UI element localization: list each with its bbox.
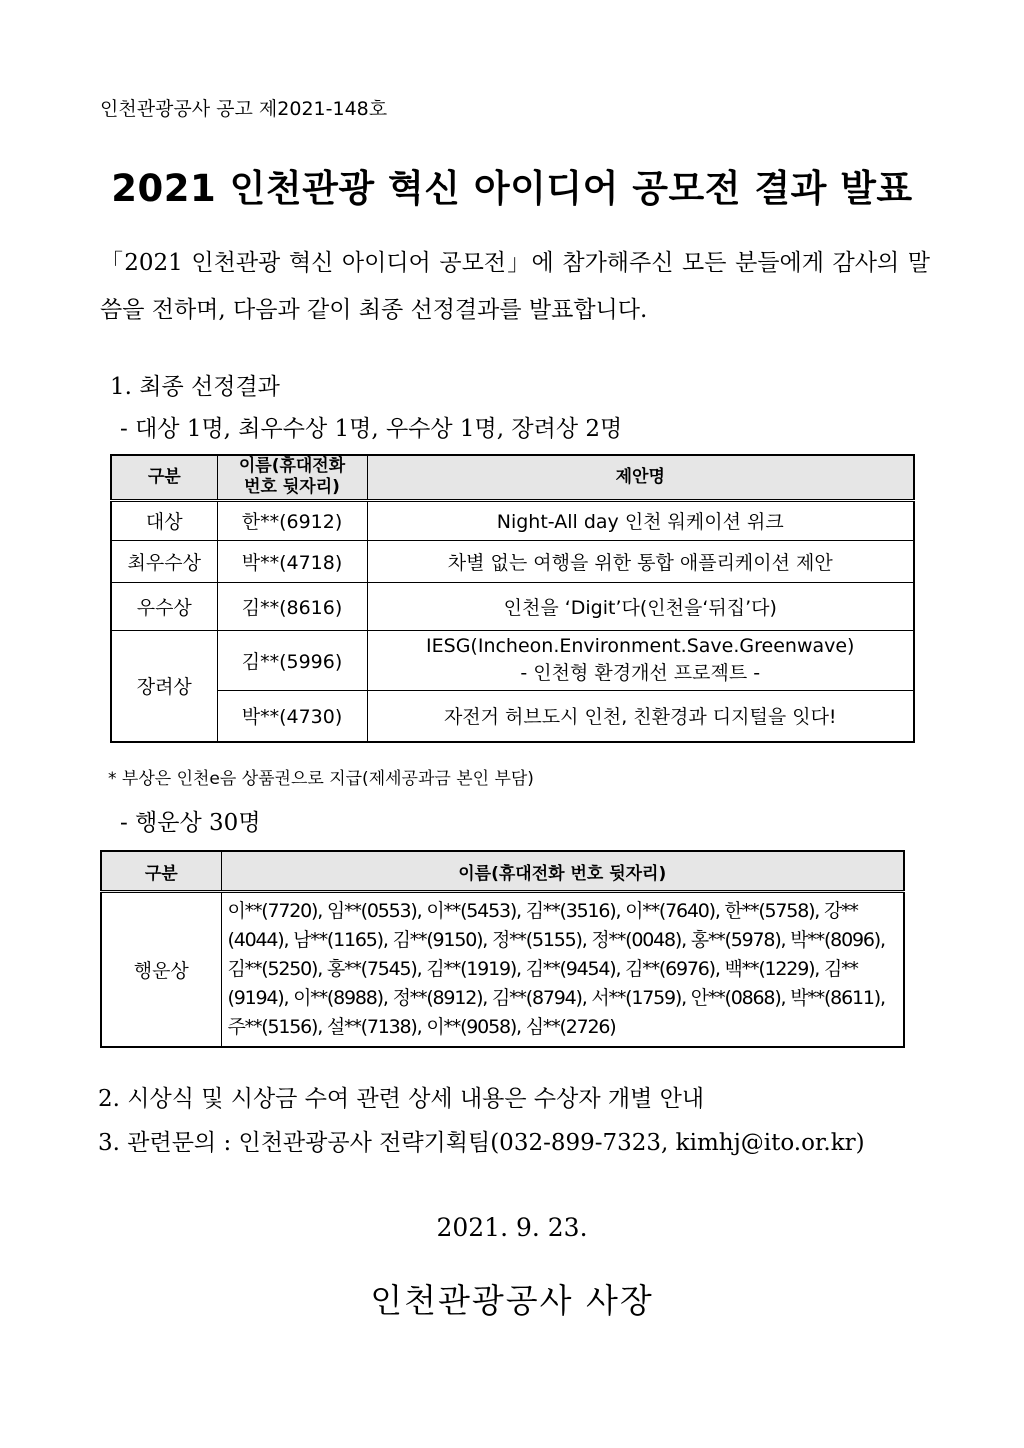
section1-heading: 1. 최종 선정결과 — [110, 374, 280, 400]
header-category: 구분 — [111, 455, 217, 500]
lucky-category: 행운상 — [101, 892, 221, 1048]
header-proposal: 제안명 — [367, 455, 914, 500]
lucky-names: 이**(7720), 임**(0553), 이**(5453), 김**(3516), 이**(7640), 한**(5758), 강**(4044), 남**(1165), 김**(9150), 정**(5155), 정**(0048), 홍**(5978), 박**(8096), 김**(5250), 홍**(7545), 김**(1919), 김**(9454), 김**(6976), 백**(1229), 김**(9194), 이**(8988), 정**(8912), 김**(8794), 서**(1759), 안**(0868), 박**(8611), 주**(5156), 설**(7138), 이**(9058), 심**(2726) — [221, 892, 904, 1048]
table-row — [111, 582, 914, 630]
row-name: 김**(5996) — [217, 630, 367, 690]
signature: 인천관광공사 사장 — [370, 1281, 654, 1320]
table-row — [101, 892, 904, 1048]
intro-paragraph: 「2021 인천관광 혁신 아이디어 공모전」에 참가해주신 모든 분들에게 감사의 말씀을 전하며, 다음과 같이 최종 선정결과를 발표합니다. — [100, 250, 930, 323]
row-name: 박**(4718) — [217, 540, 367, 582]
lucky-table — [100, 850, 905, 1048]
row-name: 김**(8616) — [217, 582, 367, 630]
results-table — [110, 454, 915, 743]
table-row — [111, 500, 914, 540]
row-proposal: 인천을 ‘Digit’다(인천을‘뒤집’다) — [367, 582, 914, 630]
results-table-header — [111, 455, 914, 500]
row-proposal-line1: IESG(Incheon.Environment.Save.Greenwave) — [426, 635, 855, 657]
row-proposal-line2: - 인천형 환경개선 프로젝트 - — [520, 662, 761, 684]
page-title: 2021 인천관광 혁신 아이디어 공모전 결과 발표 — [111, 167, 913, 210]
row-category: 장려상 — [111, 630, 217, 742]
section1-summary: - 대상 1명, 최우수상 1명, 우수상 1명, 장려상 2명 — [120, 416, 623, 442]
header-category: 구분 — [101, 851, 221, 892]
header-name: 이름(휴대전화 번호 뒷자리) — [217, 455, 367, 500]
row-proposal: 자전거 허브도시 인천, 친환경과 디지털을 잇다! — [367, 690, 914, 742]
row-category: 대상 — [111, 500, 217, 540]
lucky-table-header — [101, 851, 904, 892]
lucky-summary: - 행운상 30명 — [120, 810, 261, 836]
table-row — [111, 690, 914, 742]
notice-number: 인천관광공사 공고 제2021-148호 — [100, 98, 388, 120]
row-name: 한**(6912) — [217, 500, 367, 540]
row-proposal: Night-All day 인천 워케이션 위크 — [367, 500, 914, 540]
header-names: 이름(휴대전화 번호 뒷자리) — [221, 851, 904, 892]
row-category: 우수상 — [111, 582, 217, 630]
section3-contact: 3. 관련문의 : 인천관광공사 전략기획팀(032-899-7323, kimhj@ito.or.kr) — [98, 1130, 865, 1156]
table-row — [111, 630, 914, 690]
prize-footnote: * 부상은 인천e음 상품권으로 지급(제세공과금 본인 부담) — [108, 769, 534, 789]
row-name: 박**(4730) — [217, 690, 367, 742]
row-proposal: 차별 없는 여행을 위한 통합 애플리케이션 제안 — [367, 540, 914, 582]
row-category: 최우수상 — [111, 540, 217, 582]
notice-date: 2021. 9. 23. — [436, 1213, 588, 1242]
section2-text: 2. 시상식 및 시상금 수여 관련 상세 내용은 수상자 개별 안내 — [98, 1086, 705, 1112]
row-proposal — [367, 630, 914, 690]
table-row — [111, 540, 914, 582]
